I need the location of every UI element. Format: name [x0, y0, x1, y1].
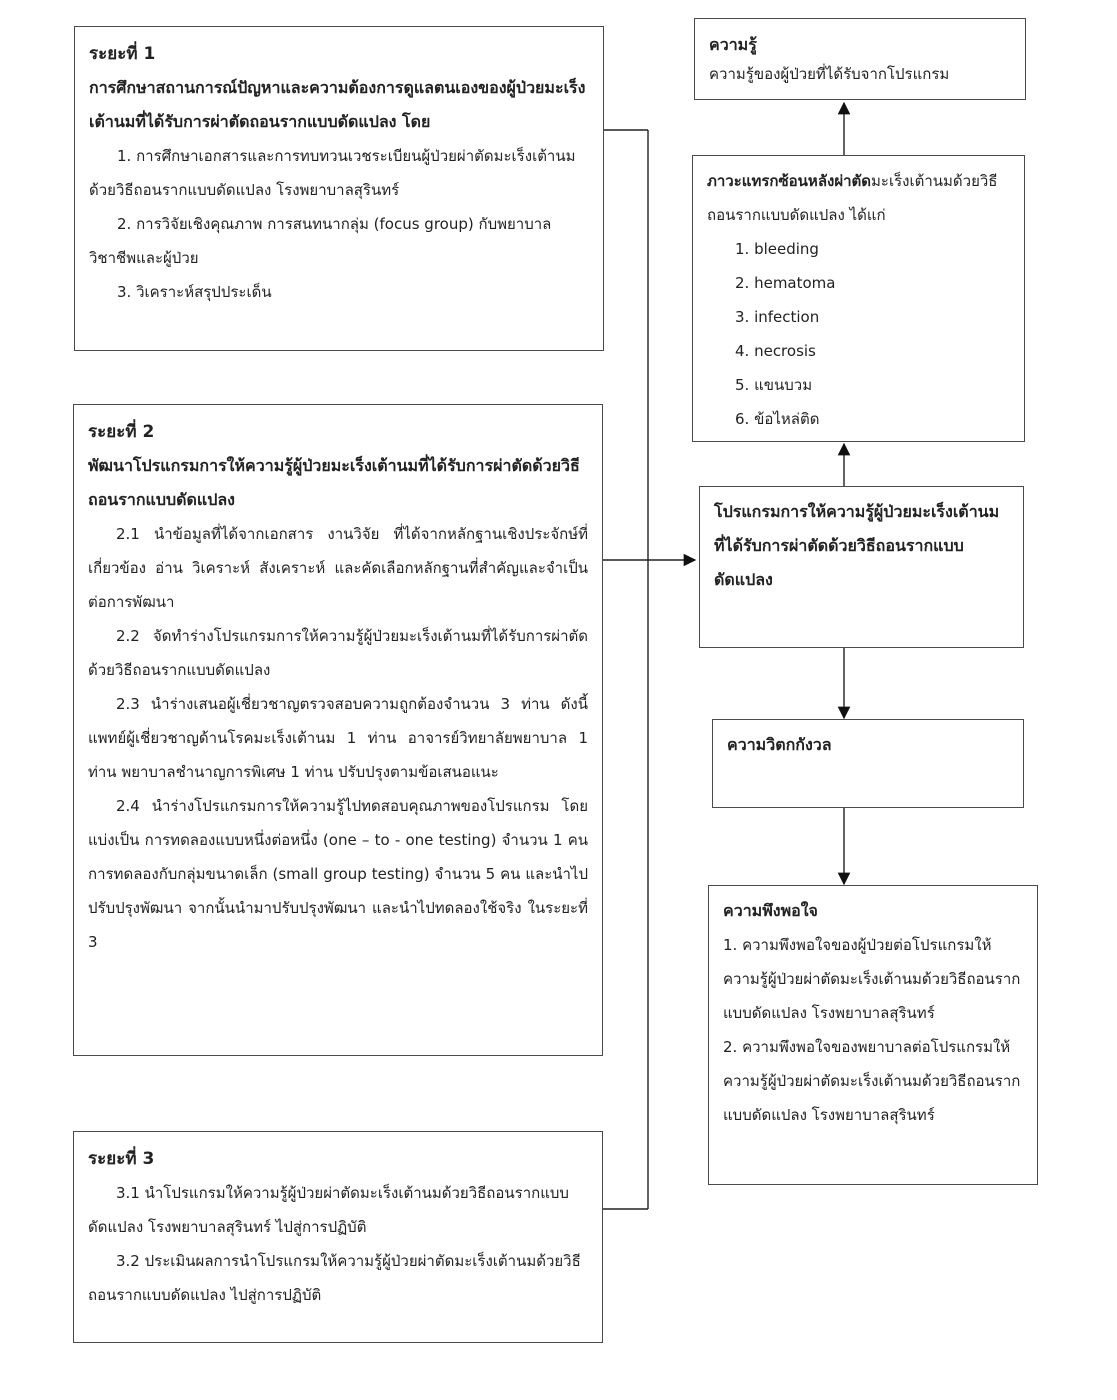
complication-item: 3. infection [735, 308, 820, 326]
phase2-item-4: 2.4 นำร่างโปรแกรมการให้ความรู้ไปทดสอบคุณภาพของโปรแกรม โดยแบ่งเป็น การทดลองแบบหนึ่งต่อหนึ่ง (one – to - one testing) จำนวน 1 คน การทดลองกับกลุ่มขนาดเล็ก (small group testing) จำนวน 5 คน และนำไปปรับปรุงพัฒนา จากนั้นนำมาปรับปรุงพัฒนา และนำไปทดลองใช้จริง ในระยะที่ 3 [88, 797, 588, 951]
phase1-item-1: 1. การศึกษาเอกสารและการทบทวนเวชระเบียนผู้ป่วยผ่าตัดมะเร็งเต้านมด้วยวิธีถอนรากแบบดัดแปลง โรงพยาบาลสุรินทร์ [89, 147, 576, 199]
satisfaction-item-2: 2. ความพึงพอใจของพยาบาลต่อโปรแกรมให้ความรู้ผู้ป่วยผ่าตัดมะเร็งเต้านมด้วยวิธีถอนรากแบบดัดแปลง โรงพยาบาลสุรินทร์ [723, 1038, 1021, 1124]
complications-title-bold: ภาวะแทรกซ้อนหลังผ่าตัด [707, 172, 872, 190]
phase1-heading: การศึกษาสถานการณ์ปัญหาและความต้องการดูแลตนเองของผู้ป่วยมะเร็งเต้านมที่ได้รับการผ่าตัดถอนรากแบบดัดแปลง โดย [89, 78, 586, 131]
anxiety-box [712, 719, 1024, 808]
phase3-item-2: 3.2 ประเมินผลการนำโปรแกรมให้ความรู้ผู้ป่วยผ่าตัดมะเร็งเต้านมด้วยวิธีถอนรากแบบดัดแปลง ไปสู่การปฏิบัติ [88, 1252, 581, 1304]
phase1-title: ระยะที่ 1 [89, 44, 156, 64]
phase3-title: ระยะที่ 3 [88, 1149, 155, 1169]
phase3-box [73, 1131, 603, 1343]
phase1-item-3: 3. วิเคราะห์สรุปประเด็น [117, 283, 272, 301]
phase2-item-2: 2.2 จัดทำร่างโปรแกรมการให้ความรู้ผู้ป่วยมะเร็งเต้านมที่ได้รับการผ่าตัดด้วยวิธีถอนรากแบบดัดแปลง [88, 627, 588, 679]
phase2-title: ระยะที่ 2 [88, 422, 155, 442]
knowledge-text: ความรู้ของผู้ป่วยที่ได้รับจากโปรแกรม [709, 65, 950, 83]
phase3-item-1: 3.1 นำโปรแกรมให้ความรู้ผู้ป่วยผ่าตัดมะเร็งเต้านมด้วยวิธีถอนรากแบบดัดแปลง โรงพยาบาลสุรินทร์ ไปสู่การปฏิบัติ [88, 1184, 569, 1236]
knowledge-title: ความรู้ [709, 35, 757, 54]
phase2-item-3: 2.3 นำร่างเสนอผู้เชี่ยวชาญตรวจสอบความถูกต้องจำนวน 3 ท่าน ดังนี้ แพทย์ผู้เชี่ยวชาญด้านโรคมะเร็งเต้านม 1 ท่าน อาจารย์วิทยาลัยพยาบาล 1 ท่าน พยาบาลชำนาญการพิเศษ 1 ท่าน ปรับปรุงตามข้อเสนอแนะ [88, 695, 588, 781]
program-box [699, 486, 1024, 648]
knowledge-box [694, 18, 1026, 100]
complication-item: 6. ข้อไหล่ติด [735, 410, 820, 428]
complication-item: 1. bleeding [735, 240, 819, 258]
satisfaction-item-1: 1. ความพึงพอใจของผู้ป่วยต่อโปรแกรมให้ความรู้ผู้ป่วยผ่าตัดมะเร็งเต้านมด้วยวิธีถอนรากแบบดัดแปลง โรงพยาบาลสุรินทร์ [723, 936, 1021, 1022]
phase2-heading: พัฒนาโปรแกรมการให้ความรู้ผู้ป่วยมะเร็งเต้านมที่ได้รับการผ่าตัดด้วยวิธีถอนรากแบบดัดแปลง [88, 456, 580, 509]
complication-item: 2. hematoma [735, 274, 836, 292]
phase2-item-1: 2.1 นำข้อมูลที่ได้จากเอกสาร งานวิจัย ที่ได้จากหลักฐานเชิงประจักษ์ที่เกี่ยวข้อง อ่าน วิเคราะห์ สังเคราะห์ และคัดเลือกหลักฐานที่สำคัญและจำเป็นต่อการพัฒนา [88, 525, 588, 611]
complications-title-rest: มะเร็งเต้านมด้วยวิธีถอนรากแบบดัดแปลง ได้แก่ [707, 172, 998, 224]
satisfaction-box [708, 885, 1038, 1185]
complication-item: 4. necrosis [735, 342, 816, 360]
complication-item: 5. แขนบวม [735, 376, 813, 394]
anxiety-title: ความวิตกกังวล [727, 735, 832, 754]
complications-box [692, 155, 1025, 442]
program-title: โปรแกรมการให้ความรู้ผู้ป่วยมะเร็งเต้านมที่ได้รับการผ่าตัดด้วยวิธีถอนรากแบบดัดแปลง [714, 502, 1000, 589]
phase1-box [74, 26, 604, 351]
complications-heading [707, 164, 1010, 232]
phase1-item-2: 2. การวิจัยเชิงคุณภาพ การสนทนากลุ่ม (focus group) กับพยาบาลวิชาชีพและผู้ป่วย [89, 215, 552, 267]
satisfaction-title: ความพึงพอใจ [723, 901, 818, 920]
phase2-box [73, 404, 603, 1056]
